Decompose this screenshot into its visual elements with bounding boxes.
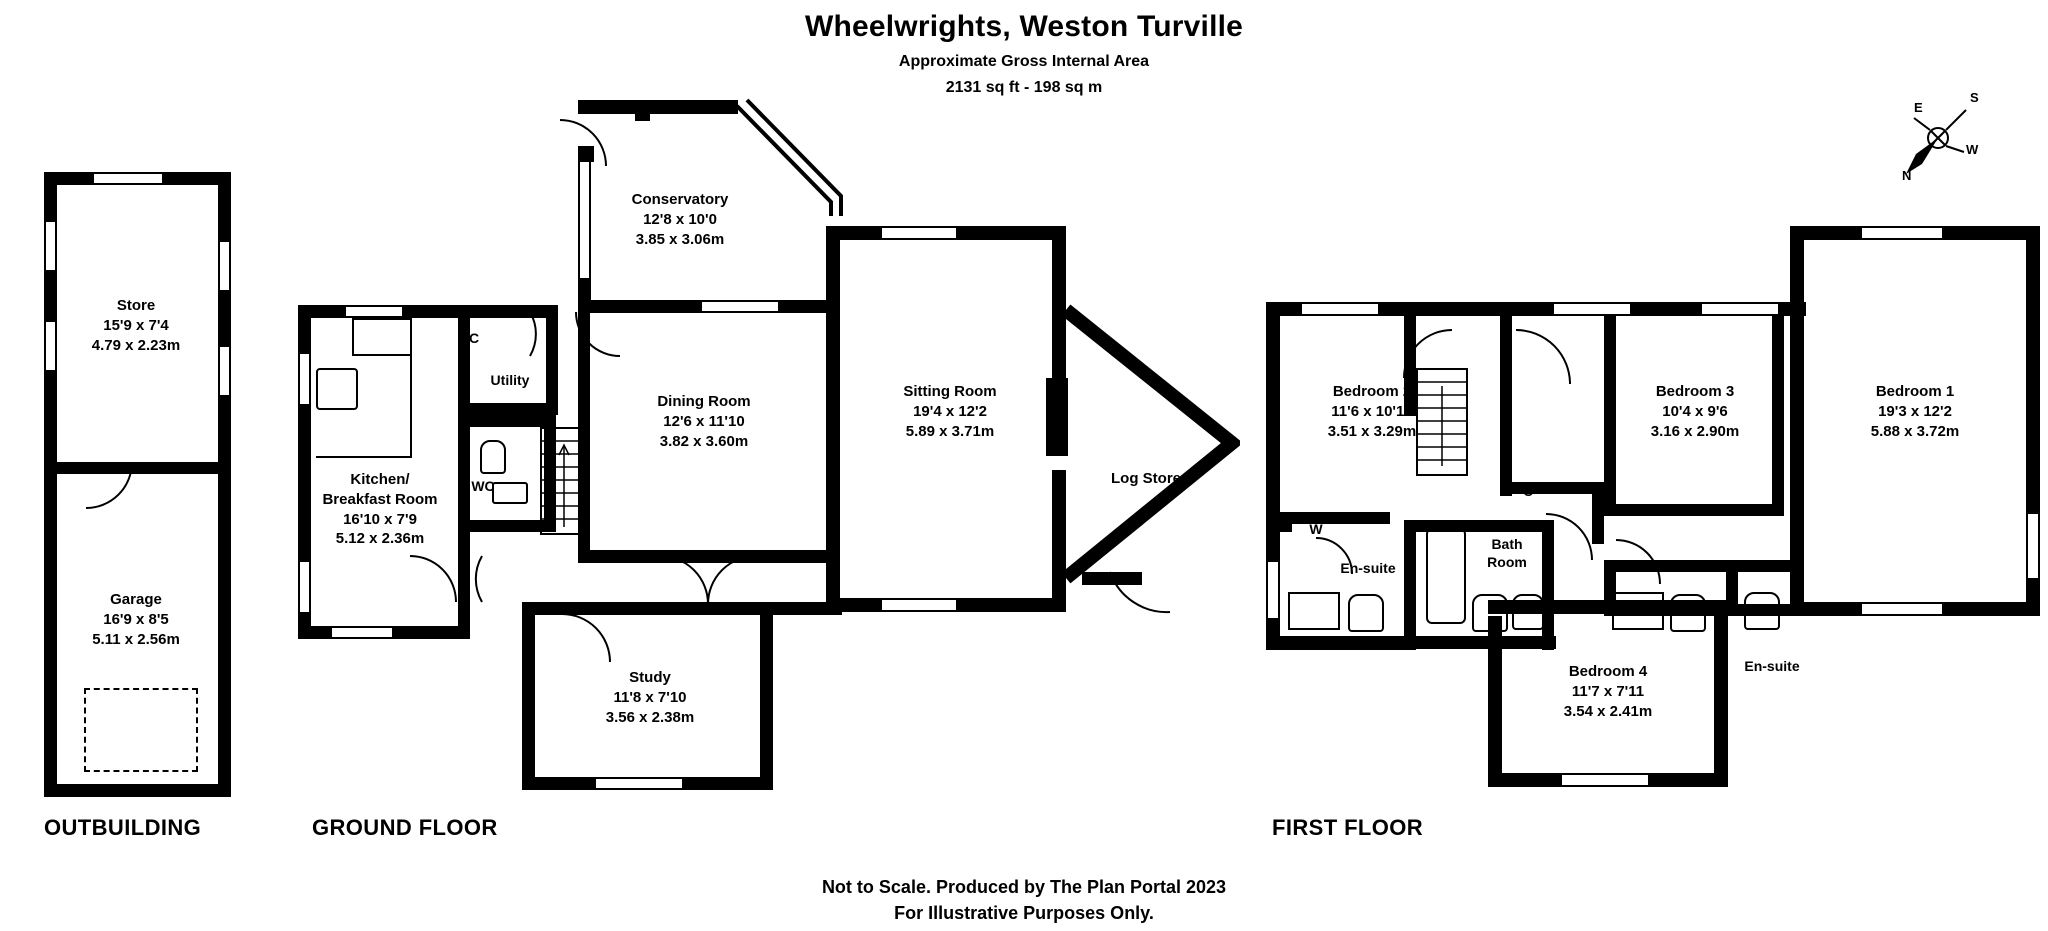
wall	[578, 550, 838, 563]
room-label-sitting: Sitting Room 19'4 x 12'2 5.89 x 3.71m	[903, 383, 997, 440]
wall	[1604, 560, 1790, 572]
room-label-bedroom-1: Bedroom 1 19'3 x 12'2 5.88 x 3.72m	[1870, 383, 1960, 440]
room-label-study: Study 11'8 x 7'10 3.56 x 2.38m	[605, 669, 695, 726]
window	[1552, 302, 1632, 316]
compass-west-label: W	[1966, 142, 1979, 157]
window	[594, 777, 684, 790]
footer-line-1: Not to Scale. Produced by The Plan Portal 2023	[821, 877, 1227, 897]
toilet-icon	[1744, 592, 1780, 630]
label-log-store: Log Store	[1111, 470, 1181, 487]
bath-icon	[1426, 528, 1466, 624]
gross-area-caption: Approximate Gross Internal Area	[898, 53, 1150, 70]
label-ensuite-left: En-suite	[1340, 560, 1396, 576]
wall	[1500, 316, 1512, 496]
wall	[826, 226, 840, 614]
room-label-bedroom-2: Bedroom 2 11'6 x 10'10 3.51 x 3.29m	[1327, 383, 1417, 440]
wall	[44, 784, 231, 797]
page-title: Wheelwrights, Weston Turville	[804, 10, 1244, 43]
floor-title-first: FIRST FLOOR	[1272, 815, 1424, 840]
wall	[1082, 572, 1142, 585]
wall	[1280, 512, 1292, 532]
window	[2026, 512, 2040, 580]
wall	[578, 146, 594, 162]
room-label-dining: Dining Room 12'6 x 11'10 3.82 x 3.60m	[657, 393, 751, 450]
footer-line-2: For Illustrative Purposes Only.	[894, 903, 1154, 923]
compass-east-label: E	[1914, 100, 1923, 115]
wall	[1790, 226, 1804, 616]
room-label-bedroom-4: Bedroom 4 11'7 x 7'11 3.54 x 2.41m	[1563, 663, 1653, 720]
window	[1560, 773, 1650, 787]
floor-title-outbuilding: OUTBUILDING	[44, 815, 202, 840]
window	[92, 172, 164, 185]
window	[344, 305, 404, 318]
wall	[1592, 482, 1604, 544]
toilet-icon	[480, 440, 506, 474]
compass-south-label: S	[1970, 90, 1979, 105]
label-utility: Utility	[490, 372, 530, 388]
bidet-icon	[1512, 594, 1544, 630]
room-label-conservatory: Conservatory 12'8 x 10'0 3.85 x 3.06m	[631, 191, 729, 248]
toilet-icon	[1670, 594, 1706, 632]
garage-door-opening	[84, 688, 198, 772]
wall	[522, 602, 842, 615]
wall	[458, 305, 470, 415]
wall	[1604, 504, 1784, 516]
compass-north-label: N	[1902, 168, 1912, 183]
window	[880, 226, 958, 240]
room-label-garage: Garage 16'9 x 8'5 5.11 x 2.56m	[92, 591, 180, 648]
label-ensuite-right: En-suite	[1744, 658, 1800, 674]
wall	[298, 305, 548, 318]
toilet-icon	[1348, 594, 1384, 632]
room-label-bedroom-3: Bedroom 3 10'4 x 9'6 3.16 x 2.90m	[1650, 383, 1740, 440]
window	[1860, 602, 1944, 616]
compass-rose	[1880, 90, 2000, 200]
window	[1700, 302, 1780, 316]
basin-icon	[1612, 592, 1664, 630]
gross-area-value: 2131 sq ft - 198 sq m	[945, 79, 1103, 96]
wall	[458, 415, 556, 427]
kitchen-counter	[316, 318, 412, 458]
basin-icon	[1288, 592, 1340, 630]
window	[298, 352, 311, 406]
window	[700, 300, 780, 313]
label-bathroom: Bath Room	[1487, 536, 1527, 570]
toilet-icon	[1472, 594, 1508, 632]
window	[880, 598, 958, 612]
wall	[458, 403, 558, 415]
window	[1860, 226, 1944, 240]
window	[1266, 560, 1280, 620]
wall	[44, 462, 231, 474]
label-cupboard: C	[468, 330, 480, 346]
log-store-structure	[1060, 300, 1240, 600]
window	[44, 220, 57, 272]
label-wc: WC	[471, 478, 495, 494]
wall	[635, 105, 650, 121]
wall	[760, 614, 773, 790]
wall	[578, 100, 738, 114]
room-label-kitchen: Kitchen/ Breakfast Room 16'10 x 7'9 5.12 x 2.36m	[322, 471, 438, 548]
label-cupboard-first: C	[1522, 483, 1534, 499]
wall	[1488, 616, 1502, 786]
window	[1300, 302, 1380, 316]
wall	[546, 305, 558, 415]
label-wardrobe: W	[1309, 521, 1323, 537]
window	[218, 240, 231, 292]
room-label-store: Store 15'9 x 7'4 4.79 x 2.23m	[91, 297, 181, 354]
staircase-ground	[540, 427, 588, 535]
wall	[1714, 600, 1728, 786]
window	[298, 560, 311, 614]
wall	[1266, 636, 1556, 649]
floor-title-ground: GROUND FLOOR	[312, 815, 498, 840]
wall	[1404, 520, 1416, 650]
window	[330, 626, 394, 639]
wall	[522, 614, 535, 790]
